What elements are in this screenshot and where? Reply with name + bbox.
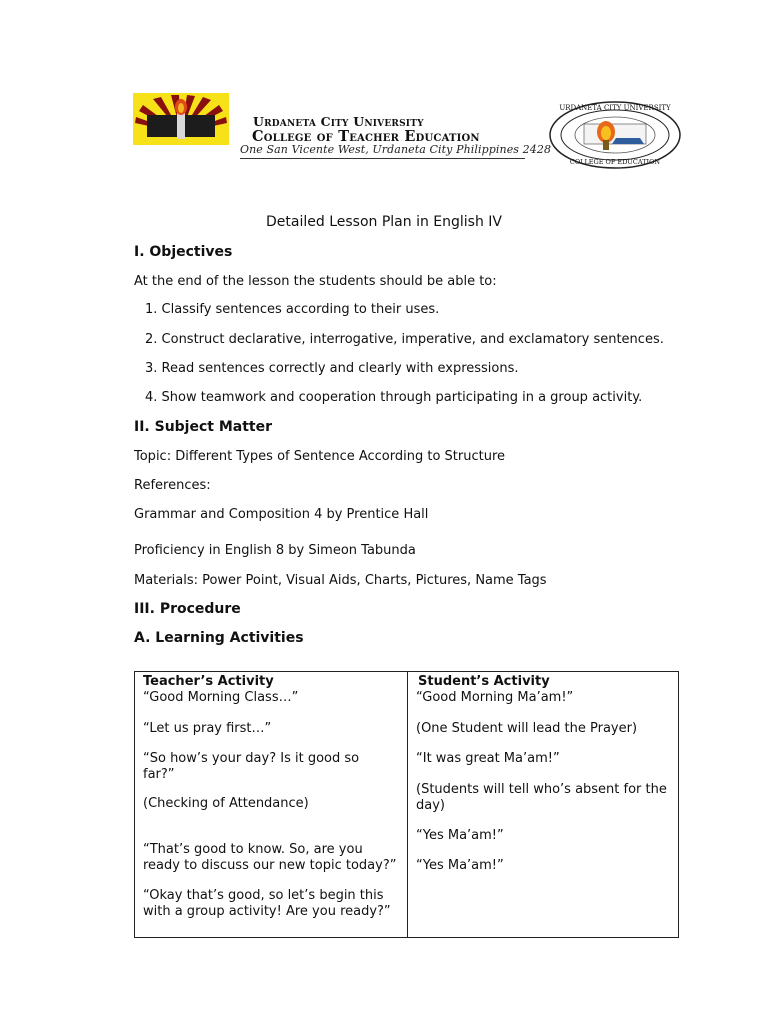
procedure-heading: III. Procedure (134, 601, 241, 617)
reference-item: Grammar and Composition 4 by Prentice Hall (134, 507, 429, 522)
student-activity-header: Student’s Activity (418, 674, 550, 689)
sun-emblem-logo (133, 93, 229, 145)
materials: Materials: Power Point, Visual Aids, Charts, Pictures, Name Tags (134, 573, 547, 588)
teacher-line: (Checking of Attendance) (143, 796, 309, 811)
activities-table (134, 671, 679, 938)
student-line: “Yes Ma’am!” (416, 858, 504, 873)
teacher-line: ready to discuss our new topic today?” (143, 858, 397, 873)
objective-item: 4. Show teamwork and cooperation through participating in a group activity. (145, 390, 643, 405)
teacher-line: “Okay that’s good, so let’s begin this (143, 888, 384, 903)
objectives-heading: I. Objectives (134, 244, 233, 260)
student-line: (Students will tell who’s absent for the (416, 782, 667, 797)
student-activity-column (408, 672, 679, 938)
student-line: day) (416, 798, 445, 813)
teacher-line: “Let us pray first…” (143, 721, 272, 736)
teacher-line: “Good Morning Class…” (143, 690, 299, 705)
university-name: Urdaneta City University (253, 114, 424, 129)
reference-item: Proficiency in English 8 by Simeon Tabunda (134, 543, 416, 558)
seal-bottom-text: COLLEGE OF EDUCATION (569, 158, 661, 166)
header-divider (240, 158, 525, 159)
teacher-line: with a group activity! Are you ready?” (143, 904, 391, 919)
document-title: Detailed Lesson Plan in English IV (266, 214, 502, 230)
subject-matter-heading: II. Subject Matter (134, 419, 273, 435)
student-line: “It was great Ma’am!” (416, 751, 560, 766)
objective-item: 3. Read sentences correctly and clearly with expressions. (145, 361, 519, 376)
teacher-line: “So how’s your day? Is it good so (143, 751, 360, 766)
teacher-activity-header: Teacher’s Activity (143, 674, 274, 689)
references-label: References: (134, 478, 211, 493)
student-line: “Yes Ma’am!” (416, 828, 504, 843)
address: One San Vicente West, Urdaneta City Philippines 2428 (240, 143, 552, 156)
seal-top-text: URDANETA CITY UNIVERSITY (559, 104, 671, 112)
objectives-intro: At the end of the lesson the students should be able to: (134, 274, 497, 289)
learning-activities-heading: A. Learning Activities (134, 630, 304, 646)
objective-item: 1. Classify sentences according to their uses. (145, 302, 440, 317)
student-line: “Good Morning Ma’am!” (416, 690, 574, 705)
teacher-line: far?” (143, 767, 175, 782)
college-name: College of Teacher Education (252, 128, 480, 145)
objective-item: 2. Construct declarative, interrogative, imperative, and exclamatory sentences. (145, 332, 664, 347)
student-line: (One Student will lead the Prayer) (416, 721, 638, 736)
university-seal-logo (548, 100, 682, 170)
teacher-activity-column (135, 672, 408, 938)
topic: Topic: Different Types of Sentence According to Structure (134, 449, 506, 464)
teacher-line: “That’s good to know. So, are you (143, 842, 363, 857)
